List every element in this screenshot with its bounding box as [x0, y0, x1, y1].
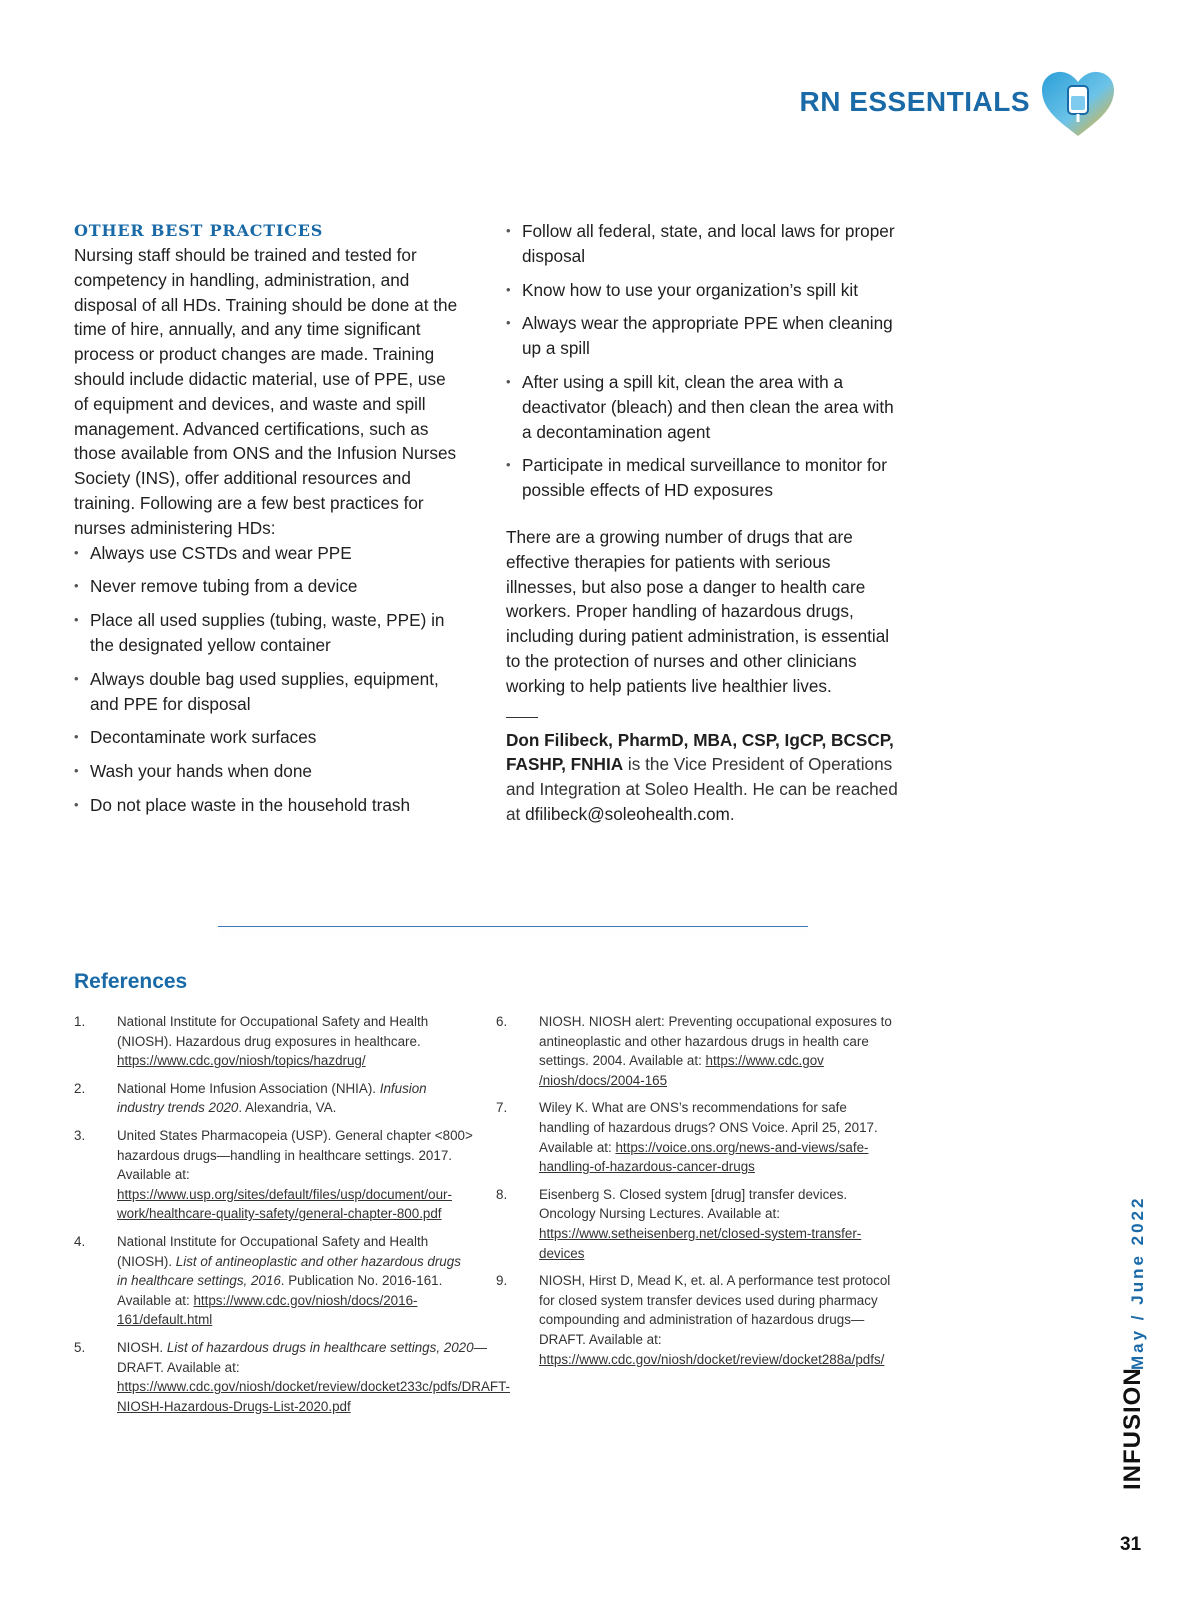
- list-item: • Place all used supplies (tubing, waste, PPE) in the designated yellow container: [74, 608, 459, 658]
- reference-title-italic: List of antineoplastic and other hazardous drugs in healthcare settings, 2016: [117, 1253, 461, 1289]
- reference-text-part: NIOSH, Hirst D, Mead K, et. al. A performance test protocol for closed system transfer devices used during pharmacy compounding and administration of hazardous drugs—DRAFT. Available at:: [539, 1273, 891, 1347]
- list-item: • Always use CSTDs and wear PPE: [74, 541, 459, 566]
- reference-item: [496, 1098, 896, 1176]
- reference-number: 7.: [496, 1100, 508, 1116]
- reference-text: [539, 1271, 896, 1369]
- reference-text: [539, 1098, 896, 1176]
- reference-item: [74, 1079, 474, 1118]
- reference-link[interactable]: https://www.setheisenberg.net/closed-system-transfer-devices: [539, 1225, 862, 1261]
- reference-link[interactable]: https://www.cdc.gov /niosh/docs/2004-165: [539, 1053, 824, 1088]
- header-title: RN ESSENTIALS: [799, 86, 1030, 117]
- list-item: • After using a spill kit, clean the area with a deactivator (bleach) and then clean the area with a decontamination agent: [506, 370, 901, 444]
- reference-link[interactable]: https://www.cdc.gov/niosh/docket/review/docket233c/pdfs/DRAFT-NIOSH-Hazardous-Drugs-List-2020.pdf: [117, 1379, 510, 1414]
- list-item: • Follow all federal, state, and local laws for proper disposal: [506, 219, 901, 269]
- bio-rule: [506, 717, 538, 718]
- reference-text-part: Eisenberg S. Closed system [drug] transfer devices. Oncology Nursing Lectures. Available at:: [539, 1186, 848, 1222]
- reference-item: [74, 1012, 474, 1071]
- reference-number: 5.: [74, 1339, 86, 1355]
- right-column: [506, 219, 901, 827]
- reference-number: 3.: [74, 1127, 86, 1143]
- magazine-logo: INFUSION: [1119, 1367, 1146, 1490]
- reference-item: [496, 1185, 896, 1263]
- reference-number: 4.: [74, 1233, 86, 1249]
- reference-text-part: —DRAFT. Available at:: [117, 1339, 487, 1375]
- reference-link[interactable]: https://www.usp.org/sites/default/files/usp/document/our-work/healthcare-quality-safety/general-chapter-800.pdf: [117, 1186, 452, 1222]
- reference-number: 6.: [496, 1014, 508, 1029]
- author-bio-end: .: [729, 803, 735, 824]
- reference-item: [74, 1338, 510, 1416]
- list-item: • Never remove tubing from a device: [74, 574, 459, 599]
- author-bio-text: is the Vice President of Operations and Integration at Soleo Health. He can be reached at: [506, 754, 898, 824]
- reference-text-part: Wiley K. What are ONS’s recommendations for safe handling of hazardous drugs? ONS Voice. April 25, 2017. Available at:: [539, 1100, 878, 1155]
- reference-text-part: National Home Infusion Association (NHIA).: [117, 1080, 380, 1096]
- reference-text: [117, 1232, 474, 1330]
- reference-link[interactable]: https://www.cdc.gov/niosh/docket/review/docket288a/pdfs/: [539, 1351, 885, 1367]
- reference-item: [496, 1012, 896, 1090]
- reference-link[interactable]: https://www.cdc.gov/niosh/docs/2016-161/default.html: [117, 1292, 418, 1328]
- references-right-column: [496, 1012, 896, 1377]
- list-item: • Do not place waste in the household trash: [74, 793, 459, 818]
- closing-paragraph: There are a growing number of drugs that are effective therapies for patients with serious illnesses, but also pose a danger to health care workers. Proper handling of hazardous drugs, including during patient administration, is essential to the protection of nurses and other clinicians working to help patients live healthier lives.: [506, 526, 890, 696]
- reference-number: 1.: [74, 1014, 86, 1029]
- list-item: • Decontaminate work surfaces: [74, 725, 459, 750]
- references-left-column: [74, 1012, 510, 1424]
- disposal-list: [506, 219, 901, 503]
- reference-text-part: . Alexandria, VA.: [238, 1100, 337, 1116]
- reference-item: [74, 1232, 474, 1330]
- reference-text-part: NIOSH.: [117, 1339, 167, 1355]
- list-item: • Always double bag used supplies, equipment, and PPE for disposal: [74, 667, 459, 717]
- references-title: References: [74, 970, 188, 993]
- reference-text: [117, 1338, 510, 1416]
- reference-title-italic: List of hazardous drugs in healthcare settings, 2020: [166, 1339, 474, 1355]
- reference-text: [539, 1185, 896, 1263]
- reference-item: [496, 1271, 896, 1369]
- reference-text: [117, 1126, 474, 1224]
- author-bio: [506, 728, 901, 827]
- reference-link[interactable]: https://www.cdc.gov/niosh/topics/hazdrug/: [117, 1053, 366, 1069]
- list-item: • Participate in medical surveillance to monitor for possible effects of HD exposures: [506, 453, 901, 503]
- reference-text-part: United States Pharmacopeia (USP). General chapter <800> hazardous drugs—handling in healthcare settings. 2017. Available at:: [117, 1127, 473, 1183]
- reference-text-part: NIOSH. NIOSH alert: Preventing occupational exposures to antineoplastic and other hazardous drugs in health care settings. 2004. Available at:: [539, 1014, 892, 1069]
- author-email[interactable]: dfilibeck@soleohealth.com: [525, 803, 730, 824]
- list-item: • Always wear the appropriate PPE when cleaning up a spill: [506, 311, 901, 361]
- list-item: • Wash your hands when done: [74, 759, 459, 784]
- reference-number: 8.: [496, 1186, 508, 1202]
- reference-number: 9.: [496, 1273, 508, 1289]
- best-practices-list: [74, 541, 459, 818]
- section-heading: OTHER BEST PRACTICES: [74, 221, 324, 240]
- reference-title-italic: Infusion industry trends 2020: [117, 1080, 427, 1116]
- reference-text-part: . Publication No. 2016-161. Available at:: [117, 1273, 443, 1308]
- reference-item: [74, 1126, 474, 1224]
- section-divider: [218, 926, 808, 927]
- page-number: 31: [1120, 1534, 1142, 1555]
- reference-number: 2.: [74, 1080, 86, 1096]
- list-item: • Know how to use your organization’s spill kit: [506, 278, 901, 303]
- heart-iv-bag-icon: [1040, 70, 1116, 138]
- reference-text-part: National Institute for Occupational Safety and Health (NIOSH).: [117, 1233, 429, 1269]
- reference-link[interactable]: https://voice.ons.org/news-and-views/safe-handling-of-hazardous-cancer-drugs: [539, 1139, 869, 1175]
- intro-paragraph: Nursing staff should be trained and tested for competency in handling, administration, and disposal of all HDs. Training should be done at the time of hire, annually, and any time significant process or product changes are made. Training should include didactic material, use of PPE, use of equipment and devices, and waste and spill management. Advanced certifications, such as those available from ONS and the Infusion Nurses Society (INS), offer additional resources and training. Following are a few best practices for nurses administering HDs:: [74, 245, 458, 538]
- reference-text: [117, 1079, 474, 1118]
- reference-text-part: National Institute for Occupational Safety and Health (NIOSH). Hazardous drug exposures in healthcare.: [117, 1014, 429, 1049]
- issue-date: May / June 2022: [1128, 1195, 1147, 1370]
- left-column: [74, 219, 459, 827]
- reference-text: [117, 1012, 474, 1071]
- author-name: Don Filibeck, PharmD, MBA, CSP, IgCP, BCSCP, FASHP, FNHIA: [506, 729, 894, 775]
- reference-text: [539, 1012, 896, 1090]
